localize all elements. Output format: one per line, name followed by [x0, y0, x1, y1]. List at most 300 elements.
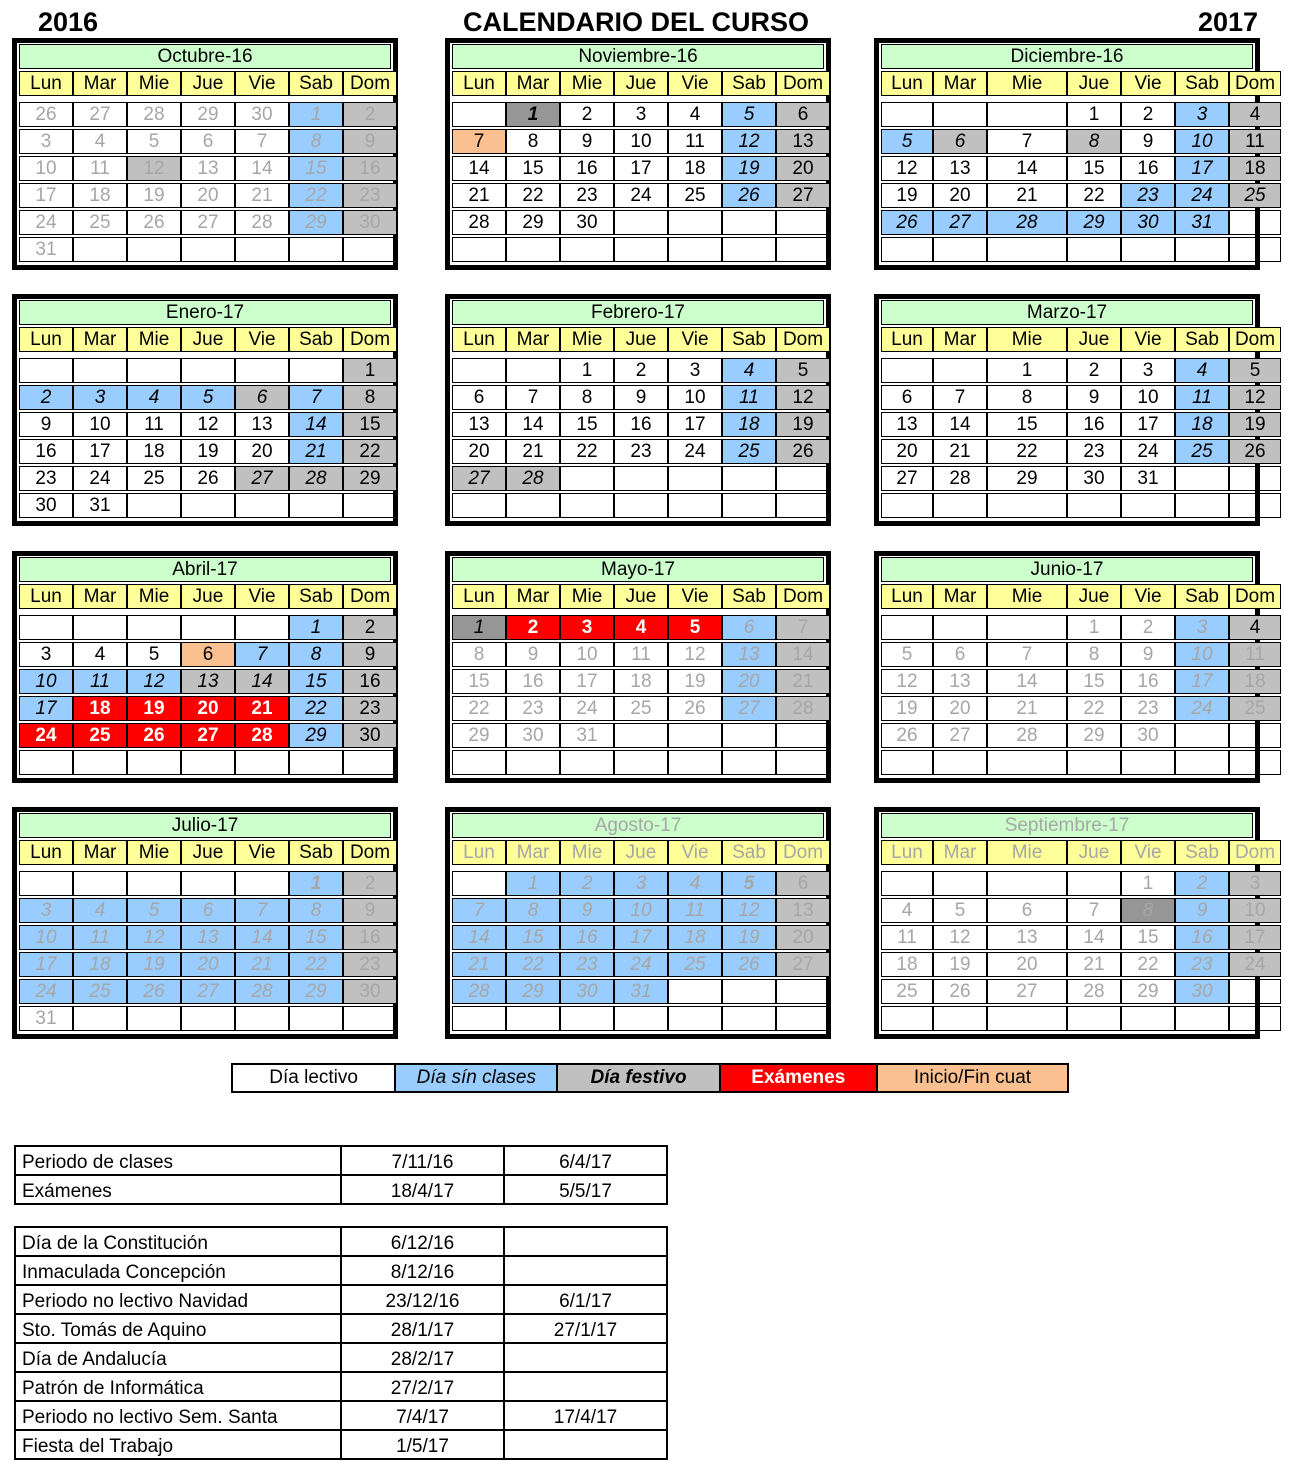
day-cell: 5: [776, 358, 830, 383]
day-cell: 3: [19, 642, 73, 667]
day-cell: 13: [933, 156, 987, 181]
weekday-label: Lun: [452, 584, 506, 609]
week-row: [452, 237, 824, 262]
day-cell: 16: [506, 669, 560, 694]
week-row: [881, 439, 1266, 464]
day-cell: 12: [127, 925, 181, 950]
day-cell: 7: [506, 385, 560, 410]
day-cell: 3: [19, 129, 73, 154]
day-cell: 4: [73, 129, 127, 154]
day-cell: 15: [506, 925, 560, 950]
date-to: [504, 1256, 667, 1285]
weekday-label: Mar: [506, 71, 560, 96]
weekday-label: Mar: [73, 840, 127, 865]
day-cell: 25: [614, 696, 668, 721]
day-cell: [933, 358, 987, 383]
week-row: [19, 979, 391, 1004]
weekday-label: Mie: [127, 71, 181, 96]
day-cell: 3: [1121, 358, 1175, 383]
week-row: [19, 871, 391, 896]
day-cell: 9: [614, 385, 668, 410]
day-cell: 11: [722, 385, 776, 410]
day-cell: 6: [452, 385, 506, 410]
day-cell: 10: [73, 412, 127, 437]
weekday-header: [452, 840, 824, 865]
day-cell: [506, 358, 560, 383]
day-cell: 4: [614, 615, 668, 640]
day-cell: [987, 871, 1067, 896]
day-cell: 30: [1067, 466, 1121, 491]
day-cell: 20: [181, 183, 235, 208]
day-cell: 31: [73, 493, 127, 518]
day-cell: 11: [73, 156, 127, 181]
day-cell: 21: [776, 669, 830, 694]
day-cell: 23: [343, 952, 397, 977]
day-cell: [881, 1006, 933, 1031]
day-cell: 9: [560, 129, 614, 154]
day-cell: 11: [73, 669, 127, 694]
day-cell: 28: [987, 723, 1067, 748]
day-cell: 27: [776, 952, 830, 977]
table-row: [15, 1227, 667, 1256]
day-cell: 23: [560, 183, 614, 208]
day-cell: 29: [506, 979, 560, 1004]
day-cell: [452, 1006, 506, 1031]
week-row: [452, 439, 824, 464]
day-cell: 21: [987, 183, 1067, 208]
day-cell: [452, 102, 506, 127]
week-row: [19, 385, 391, 410]
weekday-label: Mar: [933, 327, 987, 352]
day-cell: 4: [668, 871, 722, 896]
day-cell: [73, 615, 127, 640]
day-cell: 25: [722, 439, 776, 464]
day-cell: 11: [1229, 642, 1281, 667]
day-cell: [1175, 237, 1229, 262]
day-cell: [668, 979, 722, 1004]
weekday-label: Mie: [560, 584, 614, 609]
day-cell: [1067, 750, 1121, 775]
day-cell: [506, 237, 560, 262]
day-cell: 23: [506, 696, 560, 721]
day-cell: 5: [933, 898, 987, 923]
weekday-label: Dom: [776, 584, 830, 609]
day-cell: 26: [181, 466, 235, 491]
day-cell: [235, 615, 289, 640]
day-cell: 14: [506, 412, 560, 437]
week-row: [452, 156, 824, 181]
day-cell: 8: [343, 385, 397, 410]
day-cell: 2: [1121, 102, 1175, 127]
day-cell: 26: [776, 439, 830, 464]
day-cell: [452, 237, 506, 262]
day-cell: [1229, 210, 1281, 235]
day-cell: 4: [1229, 102, 1281, 127]
day-cell: 9: [506, 642, 560, 667]
day-cell: 5: [181, 385, 235, 410]
day-cell: 20: [933, 183, 987, 208]
weekday-label: Vie: [668, 840, 722, 865]
day-cell: 1: [1067, 102, 1121, 127]
day-cell: 1: [560, 358, 614, 383]
day-cell: [933, 615, 987, 640]
weekday-label: Sab: [1175, 71, 1229, 96]
day-cell: [452, 871, 506, 896]
weekday-label: Mie: [987, 840, 1067, 865]
day-cell: 18: [722, 412, 776, 437]
weekday-label: Dom: [1229, 840, 1281, 865]
day-cell: 20: [987, 952, 1067, 977]
day-cell: 1: [452, 615, 506, 640]
day-cell: 2: [343, 871, 397, 896]
day-cell: 16: [560, 156, 614, 181]
day-cell: 14: [452, 925, 506, 950]
day-cell: 31: [1175, 210, 1229, 235]
weekday-label: Dom: [343, 71, 397, 96]
day-cell: [881, 615, 933, 640]
day-cell: 24: [614, 952, 668, 977]
day-cell: [343, 493, 397, 518]
week-row: [881, 183, 1266, 208]
day-cell: 29: [506, 210, 560, 235]
day-cell: [19, 871, 73, 896]
day-cell: 5: [668, 615, 722, 640]
day-cell: 29: [289, 210, 343, 235]
day-cell: 12: [127, 669, 181, 694]
week-row: [881, 898, 1266, 923]
day-cell: [181, 237, 235, 262]
day-cell: 16: [1175, 925, 1229, 950]
day-cell: [1229, 237, 1281, 262]
week-row: [452, 750, 824, 775]
day-cell: 8: [452, 642, 506, 667]
weekday-label: Sab: [722, 327, 776, 352]
day-cell: [19, 750, 73, 775]
day-cell: [127, 1006, 181, 1031]
day-cell: [181, 750, 235, 775]
week-row: [881, 466, 1253, 491]
day-cell: [722, 723, 776, 748]
day-cell: [722, 466, 776, 491]
day-cell: 6: [722, 615, 776, 640]
day-cell: [235, 493, 289, 518]
month-calendar: [874, 294, 1276, 526]
day-cell: 19: [668, 669, 722, 694]
day-cell: [127, 358, 181, 383]
day-cell: [73, 871, 127, 896]
day-cell: 11: [73, 925, 127, 950]
day-cell: 2: [560, 871, 614, 896]
day-cell: 22: [506, 183, 560, 208]
holidays-table: [14, 1226, 668, 1460]
periods-table: [14, 1145, 668, 1205]
day-cell: 24: [73, 466, 127, 491]
weekday-label: Sab: [289, 327, 343, 352]
week-row: [452, 412, 824, 437]
day-cell: 22: [987, 439, 1067, 464]
day-cell: 18: [127, 439, 181, 464]
weekday-label: Vie: [668, 584, 722, 609]
day-cell: 2: [1067, 358, 1121, 383]
date-from: 18/4/17: [341, 1175, 504, 1204]
week-row: [452, 493, 824, 518]
table-row: [15, 1430, 667, 1459]
weekday-label: Mie: [127, 584, 181, 609]
day-cell: 12: [776, 385, 830, 410]
week-row: [452, 385, 824, 410]
day-cell: 28: [506, 466, 560, 491]
week-row: [19, 696, 391, 721]
date-from: 7/4/17: [341, 1401, 504, 1430]
day-cell: 29: [987, 466, 1067, 491]
day-cell: 13: [452, 412, 506, 437]
day-cell: 5: [881, 642, 933, 667]
day-cell: 12: [722, 129, 776, 154]
row-label: Exámenes: [15, 1175, 341, 1204]
month-calendar: [874, 38, 1276, 270]
day-cell: 3: [1175, 102, 1229, 127]
day-cell: 16: [343, 669, 397, 694]
weekday-label: Mar: [506, 327, 560, 352]
day-cell: 21: [933, 439, 987, 464]
day-cell: [127, 871, 181, 896]
day-cell: 22: [289, 696, 343, 721]
day-cell: 15: [452, 669, 506, 694]
day-cell: 13: [776, 898, 830, 923]
day-cell: 17: [1229, 925, 1281, 950]
week-row: [452, 669, 824, 694]
week-row: [19, 669, 391, 694]
day-cell: 17: [614, 156, 668, 181]
day-cell: 21: [452, 183, 506, 208]
day-cell: 26: [19, 102, 73, 127]
weekday-label: Jue: [1067, 840, 1121, 865]
day-cell: 25: [1175, 439, 1229, 464]
weekday-label: Vie: [668, 71, 722, 96]
day-cell: [181, 871, 235, 896]
week-row: [881, 385, 1266, 410]
day-cell: 4: [1175, 358, 1229, 383]
day-cell: 24: [1229, 952, 1281, 977]
day-cell: [776, 466, 830, 491]
legend: [231, 1063, 1069, 1093]
week-row: [452, 358, 824, 383]
day-cell: 15: [1067, 669, 1121, 694]
weekday-header: [881, 840, 1276, 865]
day-cell: 20: [722, 669, 776, 694]
weekday-label: Sab: [289, 584, 343, 609]
day-cell: 26: [668, 696, 722, 721]
day-cell: [289, 1006, 343, 1031]
weekday-label: Lun: [452, 840, 506, 865]
week-row: [19, 412, 391, 437]
day-cell: 20: [933, 696, 987, 721]
year-right-label: 2017: [1198, 7, 1259, 37]
weekday-label: Mie: [127, 327, 181, 352]
weekday-label: Lun: [881, 584, 933, 609]
weekday-label: Mie: [560, 840, 614, 865]
day-cell: 20: [181, 696, 235, 721]
weekday-label: Vie: [668, 327, 722, 352]
week-row: [452, 183, 824, 208]
date-to: 6/1/17: [504, 1285, 667, 1314]
day-cell: [235, 237, 289, 262]
month-title: Noviembre-16: [452, 44, 824, 69]
day-cell: [560, 750, 614, 775]
day-cell: 26: [1229, 439, 1281, 464]
weekday-label: Jue: [1067, 584, 1121, 609]
day-cell: 25: [881, 979, 933, 1004]
day-cell: 16: [19, 439, 73, 464]
day-cell: 22: [1121, 952, 1175, 977]
day-cell: 19: [181, 439, 235, 464]
day-cell: 14: [987, 669, 1067, 694]
day-cell: [668, 237, 722, 262]
day-cell: 6: [776, 871, 830, 896]
date-from: 28/1/17: [341, 1314, 504, 1343]
month-title: Abril-17: [19, 557, 391, 582]
day-cell: [668, 1006, 722, 1031]
day-cell: 27: [235, 466, 289, 491]
week-row: [19, 237, 391, 262]
day-cell: [1067, 493, 1121, 518]
day-cell: 18: [614, 669, 668, 694]
weekday-label: Jue: [181, 71, 235, 96]
day-cell: [289, 493, 343, 518]
day-cell: 3: [1229, 871, 1281, 896]
day-cell: [933, 237, 987, 262]
weekday-label: Vie: [1121, 584, 1175, 609]
day-cell: 9: [19, 412, 73, 437]
day-cell: 1: [987, 358, 1067, 383]
week-row: [19, 102, 391, 127]
day-cell: 19: [722, 925, 776, 950]
weekday-label: Lun: [881, 71, 933, 96]
legend-item-orange: Inicio/Fin cuat: [878, 1065, 1067, 1091]
day-cell: 24: [19, 723, 73, 748]
table-row: [15, 1175, 667, 1204]
day-cell: 13: [987, 925, 1067, 950]
day-cell: 27: [73, 102, 127, 127]
day-cell: 12: [181, 412, 235, 437]
table-row: [15, 1314, 667, 1343]
week-row: [19, 439, 391, 464]
day-cell: 28: [933, 466, 987, 491]
day-cell: 17: [19, 952, 73, 977]
day-cell: 30: [1121, 723, 1175, 748]
day-cell: 19: [127, 183, 181, 208]
day-cell: 8: [987, 385, 1067, 410]
day-cell: [722, 979, 776, 1004]
day-cell: 1: [343, 358, 397, 383]
weekday-label: Jue: [614, 584, 668, 609]
week-row: [881, 723, 1253, 748]
day-cell: [668, 466, 722, 491]
day-cell: 27: [181, 979, 235, 1004]
day-cell: [73, 358, 127, 383]
row-label: Sto. Tomás de Aquino: [15, 1314, 341, 1343]
weekday-label: Dom: [776, 71, 830, 96]
day-cell: 5: [881, 129, 933, 154]
day-cell: 25: [1229, 183, 1281, 208]
table-row: [15, 1146, 667, 1175]
day-cell: 16: [343, 156, 397, 181]
month-calendar: [874, 807, 1276, 1039]
day-cell: 10: [560, 642, 614, 667]
day-cell: [881, 102, 933, 127]
page-title: CALENDARIO DEL CURSO: [463, 7, 810, 37]
day-cell: 1: [506, 102, 560, 127]
day-cell: [1175, 723, 1229, 748]
weekday-label: Vie: [1121, 840, 1175, 865]
weekday-label: Mar: [73, 327, 127, 352]
day-cell: 11: [127, 412, 181, 437]
day-cell: [668, 493, 722, 518]
day-cell: 20: [452, 439, 506, 464]
day-cell: [1175, 466, 1229, 491]
weekday-label: Mie: [127, 840, 181, 865]
day-cell: [614, 493, 668, 518]
day-cell: [1175, 493, 1229, 518]
day-cell: 5: [127, 642, 181, 667]
day-cell: 8: [506, 129, 560, 154]
day-cell: 17: [1121, 412, 1175, 437]
month-title: Julio-17: [19, 813, 391, 838]
day-cell: 19: [881, 696, 933, 721]
year-left-label: 2016: [38, 7, 99, 37]
day-cell: 27: [933, 723, 987, 748]
day-cell: 19: [933, 952, 987, 977]
day-cell: 26: [933, 979, 987, 1004]
day-cell: 4: [73, 642, 127, 667]
day-cell: 6: [933, 642, 987, 667]
day-cell: [1229, 979, 1281, 1004]
day-cell: 16: [614, 412, 668, 437]
day-cell: 22: [452, 696, 506, 721]
day-cell: [127, 493, 181, 518]
day-cell: 3: [73, 385, 127, 410]
weekday-label: Mar: [506, 840, 560, 865]
day-cell: 26: [722, 952, 776, 977]
day-cell: 10: [19, 669, 73, 694]
day-cell: [506, 493, 560, 518]
day-cell: 7: [235, 898, 289, 923]
day-cell: 7: [452, 898, 506, 923]
day-cell: 14: [987, 156, 1067, 181]
week-row: [452, 129, 824, 154]
date-from: 8/12/16: [341, 1256, 504, 1285]
weekday-label: Dom: [1229, 71, 1281, 96]
weekday-label: Jue: [181, 840, 235, 865]
day-cell: 25: [73, 210, 127, 235]
weekday-header: [881, 71, 1276, 96]
date-to: [504, 1430, 667, 1459]
day-cell: 27: [181, 723, 235, 748]
day-cell: 17: [19, 183, 73, 208]
day-cell: 21: [987, 696, 1067, 721]
day-cell: [1067, 871, 1121, 896]
day-cell: 7: [987, 642, 1067, 667]
legend-item-blue: Día sín clases: [396, 1065, 558, 1091]
day-cell: 28: [776, 696, 830, 721]
day-cell: 30: [1175, 979, 1229, 1004]
week-row: [19, 466, 391, 491]
day-cell: [1229, 723, 1281, 748]
day-cell: 2: [1121, 615, 1175, 640]
day-cell: 28: [987, 210, 1067, 235]
week-row: [19, 898, 391, 923]
week-row: [452, 696, 824, 721]
